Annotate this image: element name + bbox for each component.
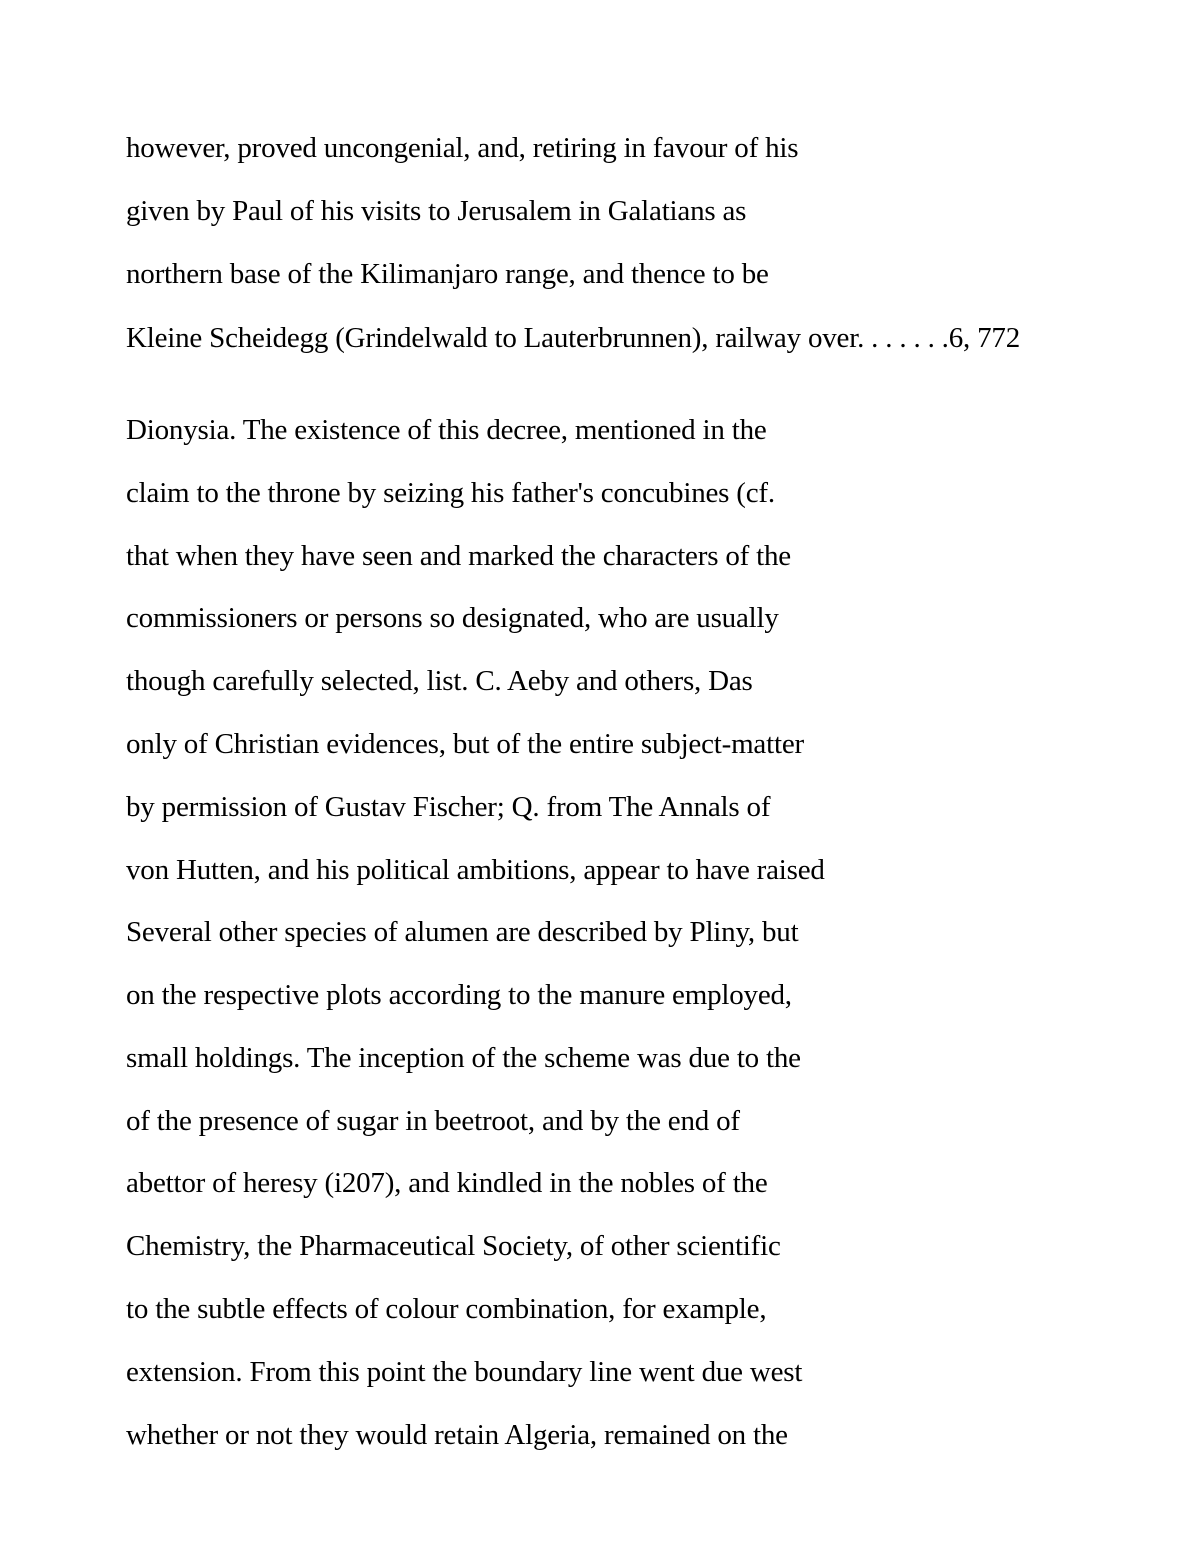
- text-line: Dionysia. The existence of this decree, mentioned in the: [126, 414, 767, 446]
- text-line: of the presence of sugar in beetroot, and by the end of: [126, 1105, 740, 1137]
- text-line: commissioners or persons so designated, who are usually: [126, 602, 779, 634]
- text-line: to the subtle effects of colour combination, for example,: [126, 1293, 767, 1325]
- text-line: given by Paul of his visits to Jerusalem in Galatians as: [126, 195, 747, 227]
- text-line: von Hutten, and his political ambitions, appear to have raised: [126, 854, 825, 886]
- text-line: though carefully selected, list. C. Aeby and others, Das: [126, 665, 753, 697]
- index-entry: Kleine Scheidegg (Grindelwald to Lauterbrunnen), railway over. . . . . . .6, 772: [126, 322, 1021, 354]
- text-line: claim to the throne by seizing his father's concubines (cf.: [126, 477, 775, 509]
- text-line: Several other species of alumen are described by Pliny, but: [126, 916, 799, 948]
- text-line: Chemistry, the Pharmaceutical Society, of other scientific: [126, 1230, 781, 1262]
- text-line: only of Christian evidences, but of the entire subject-matter: [126, 728, 804, 760]
- text-line: that when they have seen and marked the characters of the: [126, 540, 791, 572]
- text-line: extension. From this point the boundary line went due west: [126, 1356, 803, 1388]
- text-line: abettor of heresy (i207), and kindled in the nobles of the: [126, 1167, 768, 1199]
- text-line: whether or not they would retain Algeria, remained on the: [126, 1419, 788, 1451]
- text-line: northern base of the Kilimanjaro range, and thence to be: [126, 258, 769, 290]
- text-line: on the respective plots according to the manure employed,: [126, 979, 792, 1011]
- text-line: however, proved uncongenial, and, retiring in favour of his: [126, 132, 799, 164]
- text-line: small holdings. The inception of the scheme was due to the: [126, 1042, 801, 1074]
- text-line: by permission of Gustav Fischer; Q. from The Annals of: [126, 791, 771, 823]
